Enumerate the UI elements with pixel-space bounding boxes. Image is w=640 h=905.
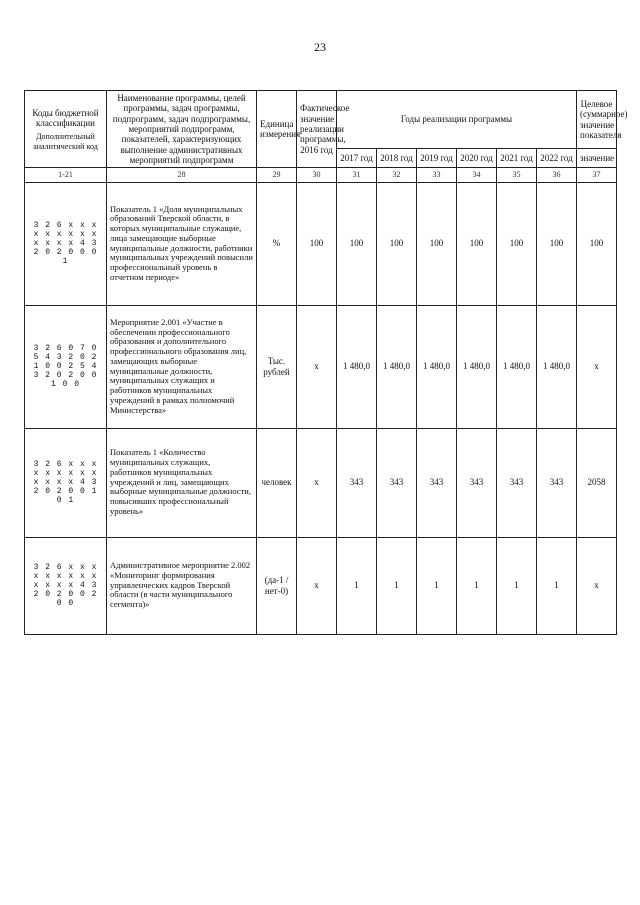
header-name-col: Наименование программы, целей программы, задач программы, подпрограмм, задач подпрограммы, мероприятий подпрограмм, показателей, характеризующих выполнение административных мероприятий подпрограмм — [107, 91, 257, 168]
row-value-2017: 343 — [337, 428, 377, 537]
row-value-2018: 1 — [377, 537, 417, 634]
colnum-4: 30 — [297, 168, 337, 182]
header-budget-class-label: Коды бюджетной классификации — [32, 107, 99, 129]
row-fact: x — [297, 305, 337, 428]
row-target: 2058 — [577, 428, 617, 537]
row-name: Показатель 1 «Доля муниципальных образований Тверской области, в которых муниципальные служащие, лица замещающие выборные муниципальные должности, работники муниципальных учреждений повысили профессиональный уровень в отчетном периоде» — [107, 182, 257, 305]
colnum-6: 32 — [377, 168, 417, 182]
table-row — [25, 305, 617, 428]
row-target: 100 — [577, 182, 617, 305]
row-name: Административное мероприятие 2.002 «Мониторинг формирования управленческих кадров Тверской области (в части муниципального сегмента)» — [107, 537, 257, 634]
row-value-2019: 343 — [417, 428, 457, 537]
header-budget-class — [25, 91, 107, 168]
header-unit-col: Единица измерения — [257, 91, 297, 168]
header-year-2017: 2017 год — [337, 149, 377, 168]
row-unit: Тыс. рублей — [257, 305, 297, 428]
header-years-group: Годы реализации программы — [337, 91, 577, 149]
colnum-1: 1-21 — [25, 168, 107, 182]
colnum-9: 35 — [497, 168, 537, 182]
row-code: 3 2 6 x x x x x x x x x x x x x 4 3 2 0 2 0 0 1 0 1 — [25, 428, 107, 537]
row-value-2020: 100 — [457, 182, 497, 305]
row-value-2022: 100 — [537, 182, 577, 305]
colnum-3: 29 — [257, 168, 297, 182]
page-number: 23 — [314, 40, 326, 54]
row-value-2021: 1 480,0 — [497, 305, 537, 428]
header-target-col: Целевое (суммарное) значение показателя — [577, 91, 617, 149]
colnum-2: 28 — [107, 168, 257, 182]
header-year-2021: 2021 год — [497, 149, 537, 168]
program-indicators-table — [24, 90, 628, 635]
row-fact: 100 — [297, 182, 337, 305]
row-value-2019: 100 — [417, 182, 457, 305]
row-name: Мероприятие 2.001 «Участие в обеспечении профессионального образования и дополнительного профессионального образования лиц, замещающих выборные муниципальные должности, муниципальных служащих и работников муниципальных учреждений в рамках полномочий Министерства» — [107, 305, 257, 428]
header-year-2020: 2020 год — [457, 149, 497, 168]
header-year-2022: 2022 год — [537, 149, 577, 168]
row-value-2021: 100 — [497, 182, 537, 305]
row-value-2021: 1 — [497, 537, 537, 634]
colnum-7: 33 — [417, 168, 457, 182]
row-unit: (да-1 / нет-0) — [257, 537, 297, 634]
row-unit: % — [257, 182, 297, 305]
table-row — [25, 182, 617, 305]
row-value-2018: 343 — [377, 428, 417, 537]
row-value-2017: 1 — [337, 537, 377, 634]
row-value-2020: 1 — [457, 537, 497, 634]
header-year-2019: 2019 год — [417, 149, 457, 168]
row-value-2022: 1 — [537, 537, 577, 634]
row-fact: x — [297, 537, 337, 634]
header-additional-class-label: Дополнительный аналитический код — [33, 132, 98, 151]
row-target: x — [577, 305, 617, 428]
row-value-2019: 1 — [417, 537, 457, 634]
row-value-2018: 100 — [377, 182, 417, 305]
row-value-2019: 1 480,0 — [417, 305, 457, 428]
row-fact: x — [297, 428, 337, 537]
row-code: 3 2 6 x x x x x x x x x x x x x 4 3 2 0 2 0 0 0 1 — [25, 182, 107, 305]
row-value-2021: 343 — [497, 428, 537, 537]
table-row — [25, 428, 617, 537]
colnum-11: 37 — [577, 168, 617, 182]
row-value-2022: 343 — [537, 428, 577, 537]
row-value-2018: 1 480,0 — [377, 305, 417, 428]
program-table-sheet — [24, 90, 628, 870]
row-value-2017: 1 480,0 — [337, 305, 377, 428]
table-row — [25, 537, 617, 634]
row-code: 3 2 6 x x x x x x x x x x x x x 4 3 2 0 2 0 0 2 0 0 — [25, 537, 107, 634]
row-value-2022: 1 480,0 — [537, 305, 577, 428]
row-value-2020: 1 480,0 — [457, 305, 497, 428]
row-unit: человек — [257, 428, 297, 537]
row-value-2020: 343 — [457, 428, 497, 537]
header-year-2018: 2018 год — [377, 149, 417, 168]
row-target: x — [577, 537, 617, 634]
header-fact-col: Фактическое значение реализации программы, 2016 год — [297, 91, 337, 168]
colnum-10: 36 — [537, 168, 577, 182]
colnum-5: 31 — [337, 168, 377, 182]
row-value-2017: 100 — [337, 182, 377, 305]
colnum-8: 34 — [457, 168, 497, 182]
header-value-col: значение — [577, 149, 617, 168]
row-name: Показатель 1 «Количество муниципальных служащих, работников муниципальных учреждений и лиц, замещающих выборные муниципальные должности, повысивших профессиональный уровень» — [107, 428, 257, 537]
row-code: 3 2 6 0 7 0 5 4 3 2 0 2 1 0 0 2 5 4 3 2 0 2 0 0 1 0 0 — [25, 305, 107, 428]
